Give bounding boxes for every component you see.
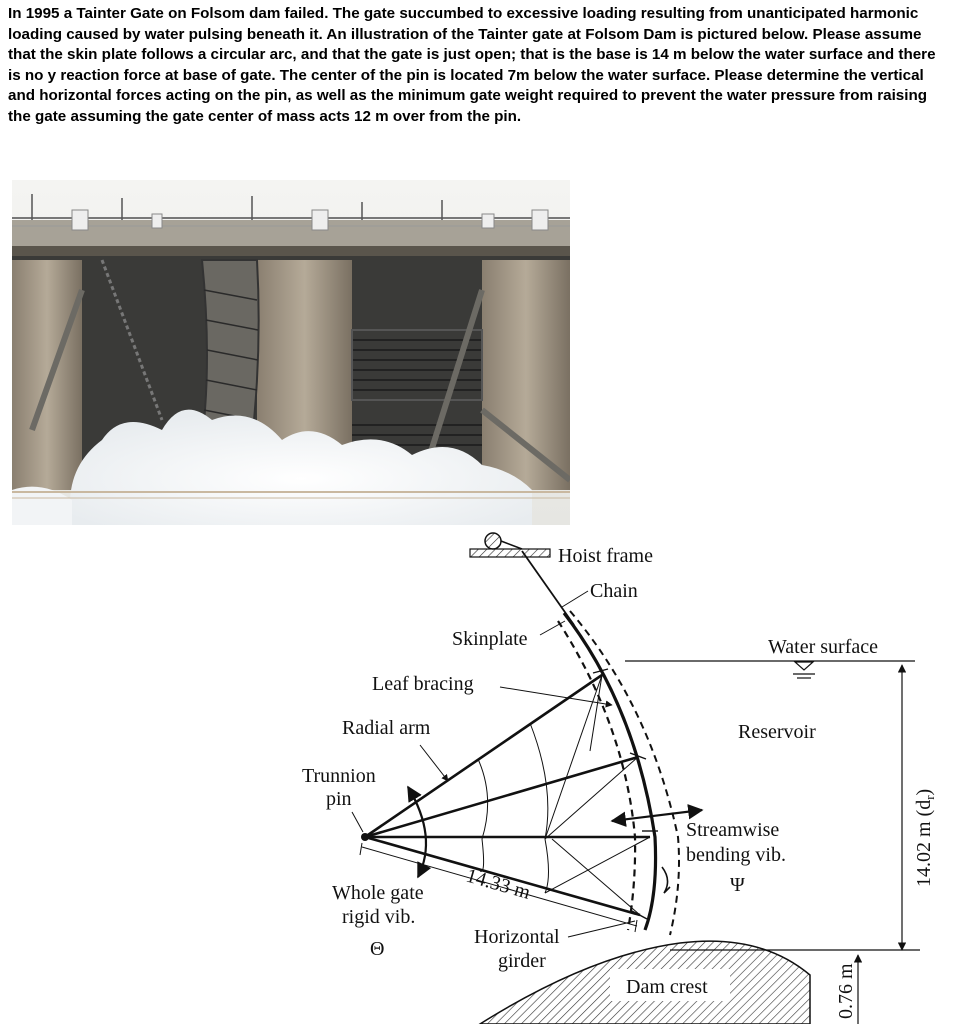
problem-statement: In 1995 a Tainter Gate on Folsom dam failed. The gate succumbed to excessive loading resulting from unanticipated harmonic loading caused by water pulsing beneath it. An illustration of the Tainter gate at Folsom Dam is pictured below. Please assume that the skin plate follows a circular arc, and that the gate is just open; that is the base is 14 m below the water surface and there is no y reaction force at base of gate. The center of the pin is located 7m below the water surface. Please determine the vertical and horizontal forces acting on the pin, as well as the minimum gate weight required to prevent the water pressure from raising the gate assuming the gate center of mass acts 12 m over from the pin.: [8, 5, 936, 125]
tainter-gate-diagram: [290, 525, 956, 1024]
depth-label: 14.02 m $(d_r)$: [913, 788, 937, 887]
trunnion-pin-label-2: pin: [326, 788, 352, 810]
streamwise-label-2: bending vib.: [686, 844, 786, 866]
psi-symbol: Ψ: [730, 874, 745, 896]
hoist-frame-label: Hoist frame: [558, 545, 653, 567]
radius-label: 14.33 m: [463, 864, 533, 904]
horizontal-girder-label-2: girder: [498, 950, 546, 972]
deflected-skinplate: [558, 621, 635, 930]
reservoir-label: Reservoir: [738, 721, 816, 743]
water-surface-symbol: [793, 662, 815, 678]
dam-crest-label: Dam crest: [626, 976, 708, 998]
chain-label: Chain: [590, 580, 638, 602]
trunnion-pin-label-1: Trunnion: [302, 765, 376, 787]
radial-arm-label: Radial arm: [342, 717, 431, 739]
horizontal-girder-label-1: Horizontal: [474, 926, 560, 948]
whole-gate-label-2: rigid vib.: [342, 906, 416, 928]
dam-failure-photo: [12, 180, 570, 525]
theta-symbol: Θ: [370, 938, 385, 960]
whole-gate-label-1: Whole gate: [332, 882, 424, 904]
depth-dimension: [670, 665, 920, 950]
leaf-bracing-label: Leaf bracing: [372, 673, 474, 695]
skinplate-label: Skinplate: [452, 628, 528, 650]
hoist-frame: [470, 533, 550, 557]
trunnion-pin: [361, 833, 369, 841]
water-surface-label: Water surface: [768, 636, 878, 658]
streamwise-label-1: Streamwise: [686, 819, 780, 841]
crest-offset-label: 0.76 m: [835, 963, 857, 1019]
